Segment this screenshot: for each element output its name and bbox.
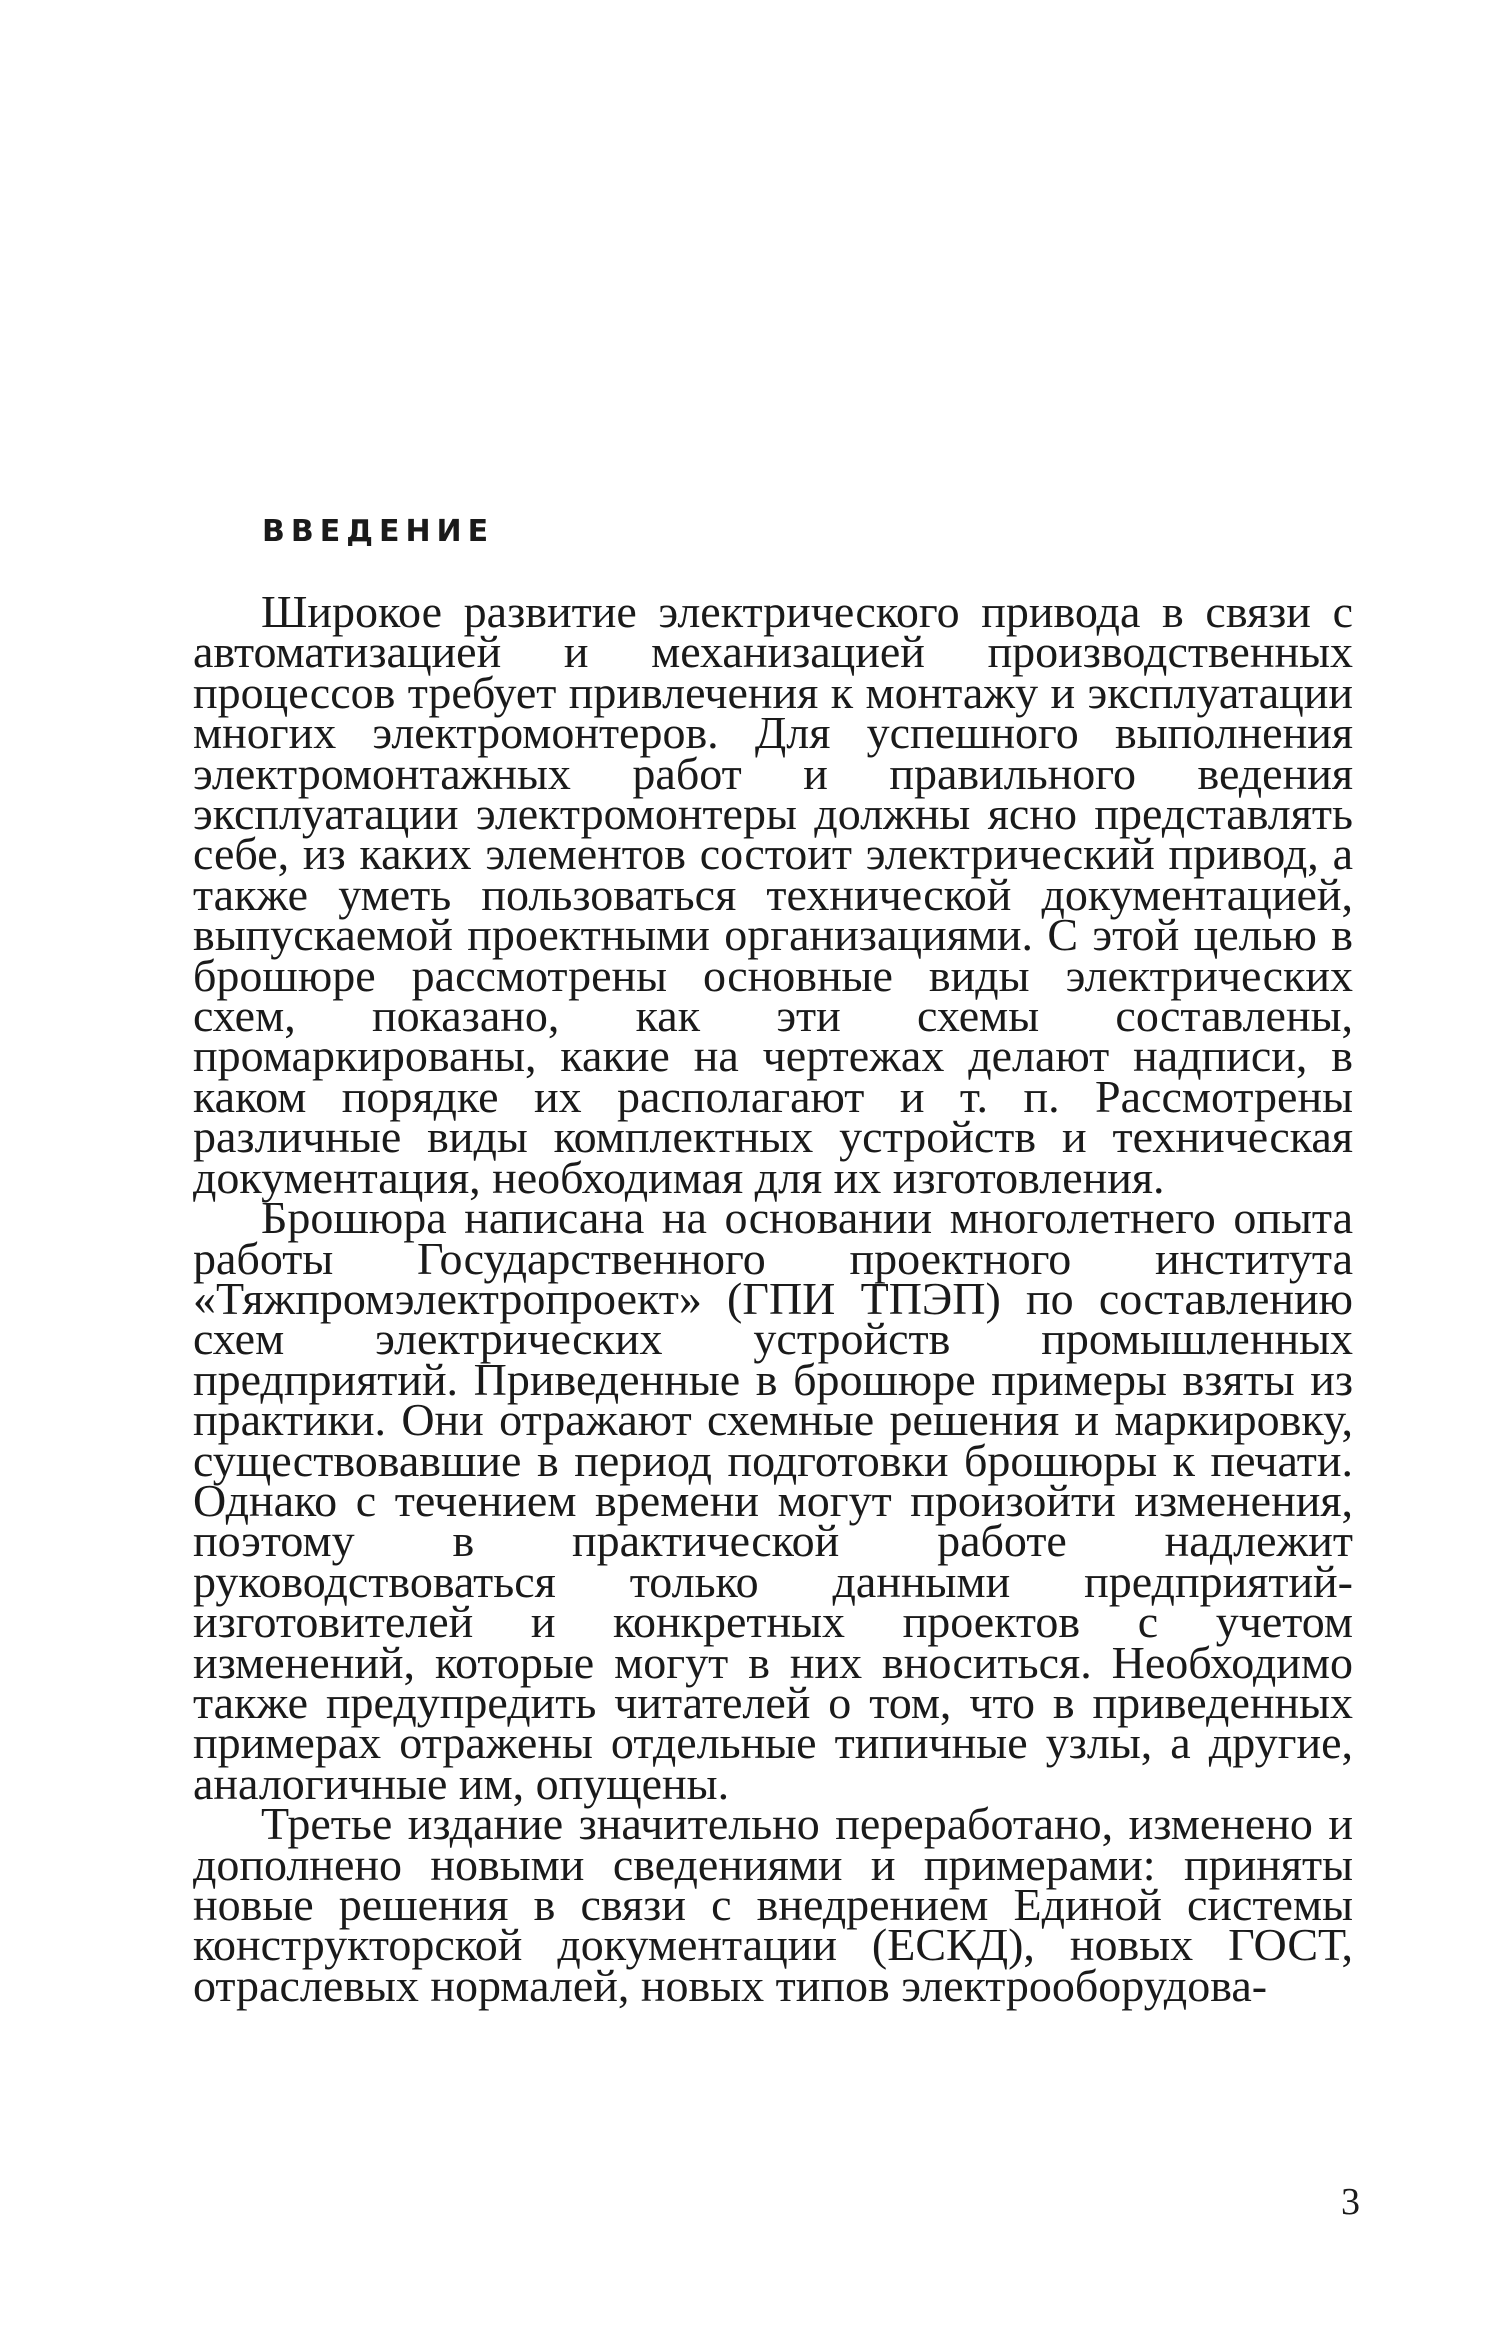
paragraph-3: Третье издание значительно переработано, изменено и дополнено новыми сведениями и примерами: приняты новые решения в связи с внедрением Единой системы конструкторской документации (ЕСКД), новых ГОСТ, отраслевых нормалей, новых типов электрооборудова- [193, 1798, 1353, 2011]
paragraph-2: Брошюра написана на основании многолетнего опыта работы Государственного проектного института «Тяжпромэлектропроект» (ГПИ ТПЭП) по составлению схем электрических устройств промышленных предприятий. Приведенные в брошюре примеры взяты из практики. Они отражают схемные решения и маркировку, существовавшие в период подготовки брошюры к печати. Однако с течением времени могут произойти изменения, поэтому в практической работе надлежит руководствоваться только данными предприятий-изготовителей и конкретных проектов с учетом изменений, которые могут в них вноситься. Необходимо также предупредить читателей о том, что в приведенных примерах отражены отдельные типичные узлы, а другие, аналогичные им, опущены. [193, 1192, 1353, 1809]
paragraph-1: Широкое развитие электрического привода в связи с автоматизацией и механизацией производственных процессов требует привлечения к монтажу и эксплуатации многих электромонтеров. Для успешного выполнения электромонтажных работ и правильного ведения эксплуатации электромонтеры должны ясно представлять себе, из каких элементов состоит электрический привод, а также уметь пользоваться технической документацией, выпускаемой проектными организациями. С этой целью в брошюре рассмотрены основные виды электрических схем, показано, как эти схемы составлены, промаркированы, какие на чертежах делают надписи, в каком порядке их располагают и т. п. Рассмотрены различные виды комплектных устройств и техническая документация, необходимая для их изготовления. [193, 586, 1353, 1203]
page-number: 3 [1341, 2181, 1360, 2223]
section-heading: ВВЕДЕНИЕ [262, 514, 495, 549]
body-text [193, 586, 1353, 2011]
